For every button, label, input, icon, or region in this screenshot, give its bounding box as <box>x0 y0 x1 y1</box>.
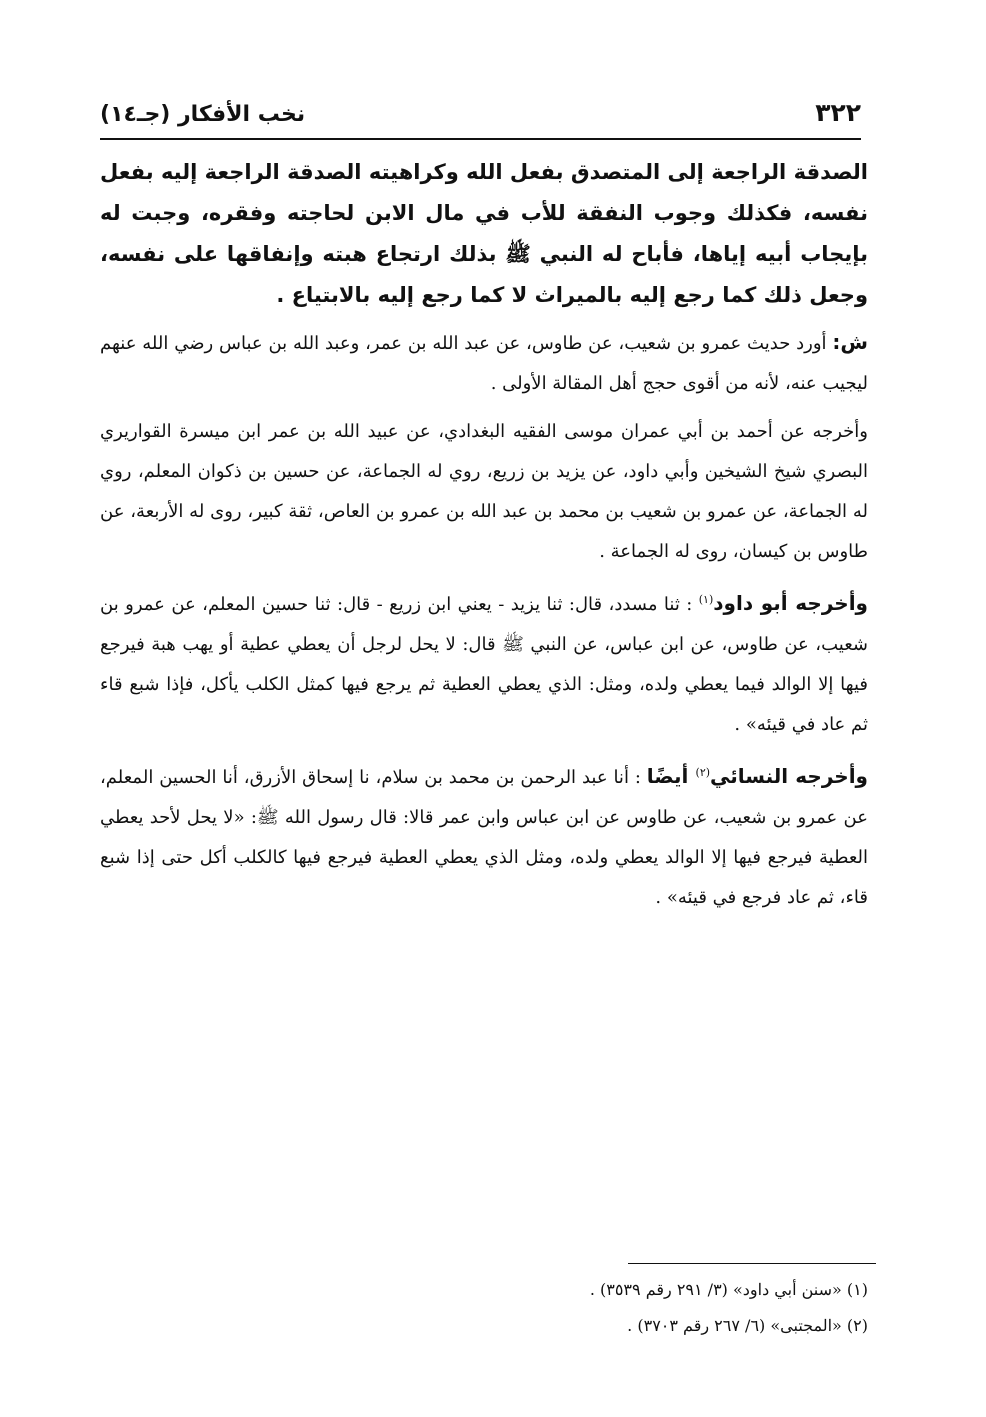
paragraph-2-lead: ش: <box>832 330 868 354</box>
page-header <box>100 98 861 134</box>
paragraph-5-text: : أنا عبد الرحمن بن محمد بن سلام، نا إسحاق الأزرق، أنا الحسين المعلم، عن عمرو بن شعيب، عن طاوس عن ابن عباس وابن عمر قالا: قال رسول الله ﷺ: «لا يحل لأحد يعطي العطية فيرجع فيها إلا الوالد يعطي ولده، ومثل الذي يعطي العطية فيرجع فيها كالكلب أكل حتى إذا شبع قاء، ثم عاد فرجع في قيئه» . <box>100 767 868 908</box>
paragraph-4-lead: وأخرجه أبو داود <box>713 591 868 615</box>
page-number: ٣٢٢ <box>815 98 861 127</box>
paragraph-4 <box>100 580 868 745</box>
paragraph-1: الصدقة الراجعة إلى المتصدق بفعل الله وكراهيته الصدقة الراجعة إليه بفعل نفسه، فكذلك وجوب النفقة للأب في مال الابن لحاجته وفقره، وجبت له بإيجاب أبيه إياها، فأباح له النبي ﷺ بذلك ارتجاع هبته وإنفاقها على نفسه، وجعل ذلك كما رجع إليه بالميراث لا كما رجع إليه بالابتياع . <box>100 160 868 307</box>
footnotes <box>100 1272 868 1344</box>
paragraph-5-lead-2: أيضًا <box>646 764 696 788</box>
footnote-1: (١) «سنن أبي داود» (٣/ ٢٩١ رقم ٣٥٣٩) . <box>589 1280 868 1299</box>
main-text <box>100 152 868 926</box>
paragraph-4-text: : ثنا مسدد، قال: ثنا يزيد - يعني ابن زريع - قال: ثنا حسين المعلم، عن عمرو بن شعيب، عن طاوس، عن ابن عباس، عن النبي ﷺ قال: لا يحل لرجل أن يعطي عطية أو يهب هبة فيرجع فيها إلا الوالد فيما يعطي ولده، ومثل: الذي يعطي العطية ثم يرجع فيها كمثل الكلب يأكل، فإذا شبع قاء ثم عاد في قيئه» . <box>100 594 868 735</box>
footnote-2: (٢) «المجتبى» (٦/ ٢٦٧ رقم ٣٧٠٣) . <box>627 1316 868 1335</box>
paragraph-5-lead: وأخرجه النسائي <box>710 764 868 788</box>
paragraph-3: وأخرجه عن أحمد بن أبي عمران موسى الفقيه البغدادي، عن عبيد الله بن عمر ابن ميسرة القواريري البصري شيخ الشيخين وأبي داود، عن يزيد بن زريع، روي له الجماعة، عن حسين بن ذكوان المعلم، روي له الجماعة، عن عمرو بن شعيب بن محمد بن عبد الله بن عمرو بن العاص، ثقة كبير، روى له الأربعة، عن طاوس بن كيسان، روى له الجماعة . <box>100 421 868 562</box>
footnote-ref-2[interactable]: (٢) <box>695 766 711 779</box>
footnote-ref-1[interactable]: (١) <box>698 593 714 606</box>
header-divider <box>100 138 861 140</box>
running-title: نخب الأفكار (جـ١٤) <box>100 102 306 127</box>
paragraph-2 <box>100 322 868 404</box>
paragraph-2-text: أورد حديث عمرو بن شعيب، عن طاوس، عن عبد الله بن عمر، وعبد الله بن عباس رضي الله عنهم ليجيب عنه، لأنه من أقوى حجج أهل المقالة الأولى . <box>100 333 868 394</box>
footnote-divider <box>628 1263 876 1264</box>
paragraph-5 <box>100 753 868 918</box>
